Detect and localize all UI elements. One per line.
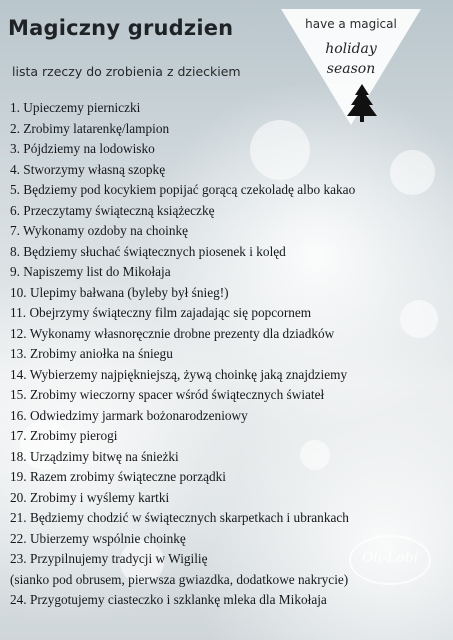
list-item: 6. Przeczytamy świąteczną książeczkę bbox=[10, 202, 215, 218]
badge-line-2: holiday bbox=[325, 41, 377, 57]
list-item: 12. Wykonamy własnoręcznie drobne prezenty dla dziadków bbox=[10, 325, 335, 341]
list-item: 15. Zrobimy wieczorny spacer wśród świątecznych świateł bbox=[10, 387, 325, 402]
list-item: 19. Razem zrobimy świąteczne porządki bbox=[10, 469, 226, 484]
list-item: 9. Napiszemy list do Mikołaja bbox=[10, 264, 171, 279]
badge-line-1: have a magical bbox=[305, 17, 397, 31]
list-item: 18. Urządzimy bitwę na śnieżki bbox=[10, 448, 179, 464]
list-item: 16. Odwiedzimy jarmark bożonarodzeniowy bbox=[10, 407, 248, 423]
watermark-stamp bbox=[340, 532, 440, 602]
list-item: (sianko pod obrusem, pierwsza gwiazdka, dodatkowe nakrycie) bbox=[10, 571, 349, 587]
list-item: 5. Będziemy pod kocykiem popijać gorącą czekoladę albo kakao bbox=[10, 182, 356, 197]
list-item: 17. Zrobimy pierogi bbox=[10, 428, 118, 443]
list-item: 2. Zrobimy latarenkę/lampion bbox=[10, 120, 170, 136]
watermark-ring bbox=[340, 532, 440, 602]
list-item: 10. Ulepimy bałwana (byleby był śnieg!) bbox=[10, 284, 229, 300]
list-item: 14. Wybierzemy najpiękniejszą, żywą choinkę jaką znajdziemy bbox=[10, 366, 348, 382]
badge-line-3: season bbox=[326, 61, 376, 77]
list-item: 7. Wykonamy ozdoby na choinkę bbox=[10, 223, 189, 238]
page-title: Magiczny grudzien bbox=[8, 16, 234, 40]
list-item: 13. Zrobimy aniołka na śniegu bbox=[10, 346, 173, 361]
list-item: 8. Będziemy słuchać świątecznych piosenek i kolęd bbox=[10, 243, 286, 259]
list-item: 22. Ubierzemy wspólnie choinkę bbox=[10, 530, 186, 546]
list-item: 4. Stworzymy własną szopkę bbox=[10, 161, 166, 177]
watermark-text: Oli-Lobi bbox=[361, 550, 419, 566]
list-item: 1. Upieczemy pierniczki bbox=[10, 100, 141, 115]
list-item: 23. Przypilnujemy tradycji w Wigilię bbox=[10, 551, 208, 566]
list-item: 21. Będziemy chodzić w świątecznych skarpetkach i ubrankach bbox=[10, 510, 349, 525]
page-subtitle: lista rzeczy do zrobienia z dzieckiem bbox=[12, 64, 241, 79]
list-item: 20. Zrobimy i wyślemy kartki bbox=[10, 489, 170, 505]
list-item: 24. Przygotujemy ciasteczko i szklankę mleka dla Mikołaja bbox=[10, 592, 327, 607]
list-item: 3. Pójdziemy na lodowisko bbox=[10, 141, 155, 156]
list-item: 11. Obejrzymy świąteczny film zajadając się popcornem bbox=[10, 305, 312, 320]
